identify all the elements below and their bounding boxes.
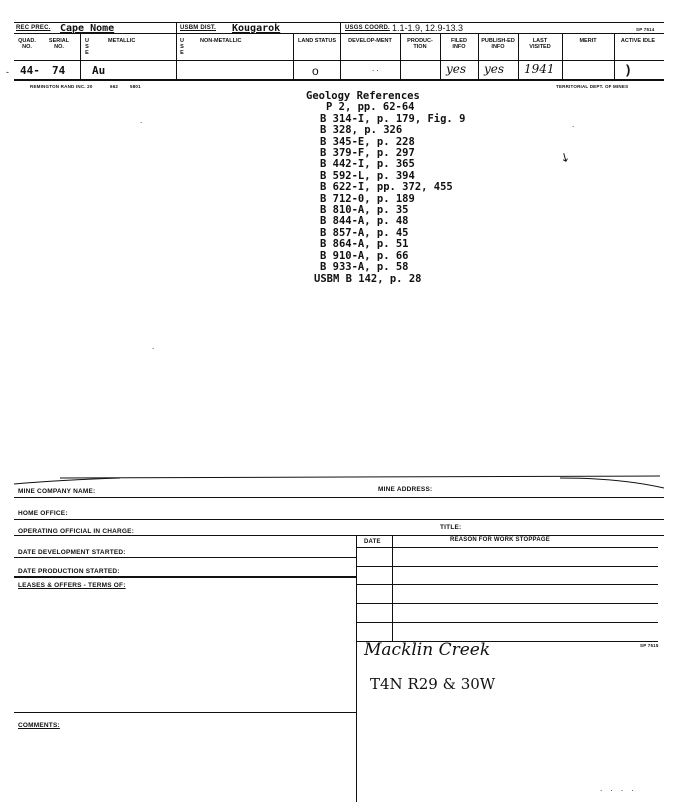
operating-official-label: OPERATING OFFICIAL IN CHARGE:: [18, 528, 135, 535]
development-value: . .: [372, 64, 379, 73]
land-status-label: LAND STATUS: [298, 38, 336, 44]
last-visited-value: 1941: [524, 62, 555, 76]
use-letters-nonmetallic: U S E: [180, 38, 184, 56]
rule: [14, 535, 664, 536]
stray-mark: ↘: [557, 148, 573, 166]
reference-item: B 328, p. 326: [320, 124, 403, 137]
leases-label: LEASES & OFFERS - TERMS OF:: [18, 582, 126, 589]
rec-prec-label: REC PREC.: [16, 25, 51, 31]
published-info-value: yes: [484, 62, 505, 76]
table-date-divider: [392, 535, 393, 641]
department-credit: TERRITORIAL DEPT. OF MINES: [556, 84, 629, 89]
production-label: PRODUC-TION: [407, 38, 433, 50]
divider-v: [562, 33, 563, 80]
divider-v: [518, 33, 519, 80]
divider-v: [478, 33, 479, 80]
printer-credit: REMINGTON RAND INC. 20: [30, 84, 93, 89]
reference-item: P 2, pp. 62-64: [326, 101, 415, 114]
form-number-top: SP 7514: [636, 27, 655, 32]
date-production-label: DATE PRODUCTION STARTED:: [18, 568, 120, 575]
divider-v: [440, 33, 441, 80]
quad-no-label: QUAD. NO.: [18, 38, 36, 50]
reference-item: B 864-A, p. 51: [320, 238, 409, 251]
filed-info-value: yes: [446, 62, 467, 76]
usbm-dist-value: Kougarok: [232, 23, 281, 34]
stray-mark: .: [572, 120, 575, 129]
table-row: [356, 622, 658, 623]
stray-mark: .: [140, 116, 143, 125]
mine-address-label: MINE ADDRESS:: [378, 486, 433, 493]
table-left-border: [356, 535, 357, 802]
serial-no-label: SERIAL NO.: [48, 38, 70, 50]
reference-item: B 810-A, p. 35: [320, 204, 409, 217]
divider-v: [176, 22, 177, 80]
use-letters-metallic: U S E: [85, 38, 89, 56]
reference-item: B 844-A, p. 48: [320, 215, 409, 228]
development-label: DEVELOP-MENT: [348, 38, 392, 44]
active-idle-label: ACTIVE IDLE: [620, 38, 656, 44]
active-idle-value: ): [626, 62, 631, 77]
rule: [14, 519, 664, 520]
usbm-dist-label: USBM DIST.: [180, 25, 217, 31]
table-row: [356, 566, 658, 567]
table-row: [356, 584, 658, 585]
usgs-coord-value: 1.1-1.9, 12.9-13.3: [392, 23, 464, 33]
title-label: TITLE:: [440, 524, 462, 531]
table-row: [356, 547, 658, 548]
home-office-label: HOME OFFICE:: [18, 510, 68, 517]
divider-v: [80, 33, 81, 80]
published-info-label: PUBLISH-ED INFO: [481, 38, 515, 50]
divider-v: [340, 22, 341, 80]
date-column-label: DATE: [364, 539, 381, 545]
last-visited-label: LAST VISITED: [529, 38, 551, 50]
quad-no-value: 44-: [20, 64, 40, 77]
reference-item: B 857-A, p. 45: [320, 226, 409, 239]
reference-item: B 622-I, pp. 372, 455: [320, 181, 453, 194]
header-row-rule: [14, 60, 664, 61]
rule: [14, 576, 356, 578]
reference-item: B 314-I, p. 179, Fig. 9: [320, 112, 466, 125]
filed-info-label: FILED INFO: [451, 38, 467, 50]
divider-v: [293, 33, 294, 80]
rule: [14, 497, 664, 498]
reference-item: B 910-A, p. 66: [320, 249, 409, 262]
land-status-value: o: [312, 64, 319, 78]
reference-item: B 379-F, p. 297: [320, 147, 415, 160]
divider-v: [614, 33, 615, 80]
date-development-label: DATE DEVELOPMENT STARTED:: [18, 549, 126, 556]
serial-no-value: 74: [52, 64, 66, 77]
reference-item: B 345-E, p. 228: [320, 135, 415, 148]
stray-mark: . . . .: [600, 784, 637, 793]
margin-tick: -: [6, 67, 9, 77]
upper-fold-lines: [0, 466, 678, 494]
header-bottom-rule: [14, 79, 664, 81]
reason-column-label: REASON FOR WORK STOPPAGE: [450, 537, 550, 543]
metallic-value: Au: [92, 64, 106, 77]
rule: [14, 557, 356, 558]
reference-item: USBM B 142, p. 28: [314, 272, 422, 285]
reference-item: B 592-L, p. 394: [320, 169, 415, 182]
reference-item: B 933-A, p. 58: [320, 261, 409, 274]
mine-company-label: MINE COMPANY NAME:: [18, 488, 96, 495]
handwritten-creek-name: Macklin Creek: [364, 640, 491, 660]
rec-prec-value: Cape Nome: [60, 23, 115, 34]
reference-item: B 442-I, p. 365: [320, 158, 415, 171]
handwritten-township: T4N R29 & 30W: [370, 675, 496, 693]
table-row: [356, 603, 658, 604]
stray-mark: .: [152, 342, 155, 351]
form-number-bottom: SP 7515: [640, 643, 659, 648]
reference-item: B 712-0, p. 189: [320, 192, 415, 205]
geology-references: [306, 91, 465, 285]
usgs-coord-label: USGS COORD.: [345, 25, 390, 31]
divider-v: [400, 33, 401, 80]
comments-label: COMMENTS:: [18, 722, 60, 729]
metallic-label: METALLIC: [108, 38, 136, 44]
merit-label: MERIT: [579, 38, 597, 44]
printer-code-1: 662: [110, 84, 119, 89]
non-metallic-label: NON-METALLIC: [200, 38, 242, 44]
rule: [14, 712, 356, 713]
printer-code-2: 5801: [130, 84, 141, 89]
geology-title: Geology References: [306, 90, 420, 102]
